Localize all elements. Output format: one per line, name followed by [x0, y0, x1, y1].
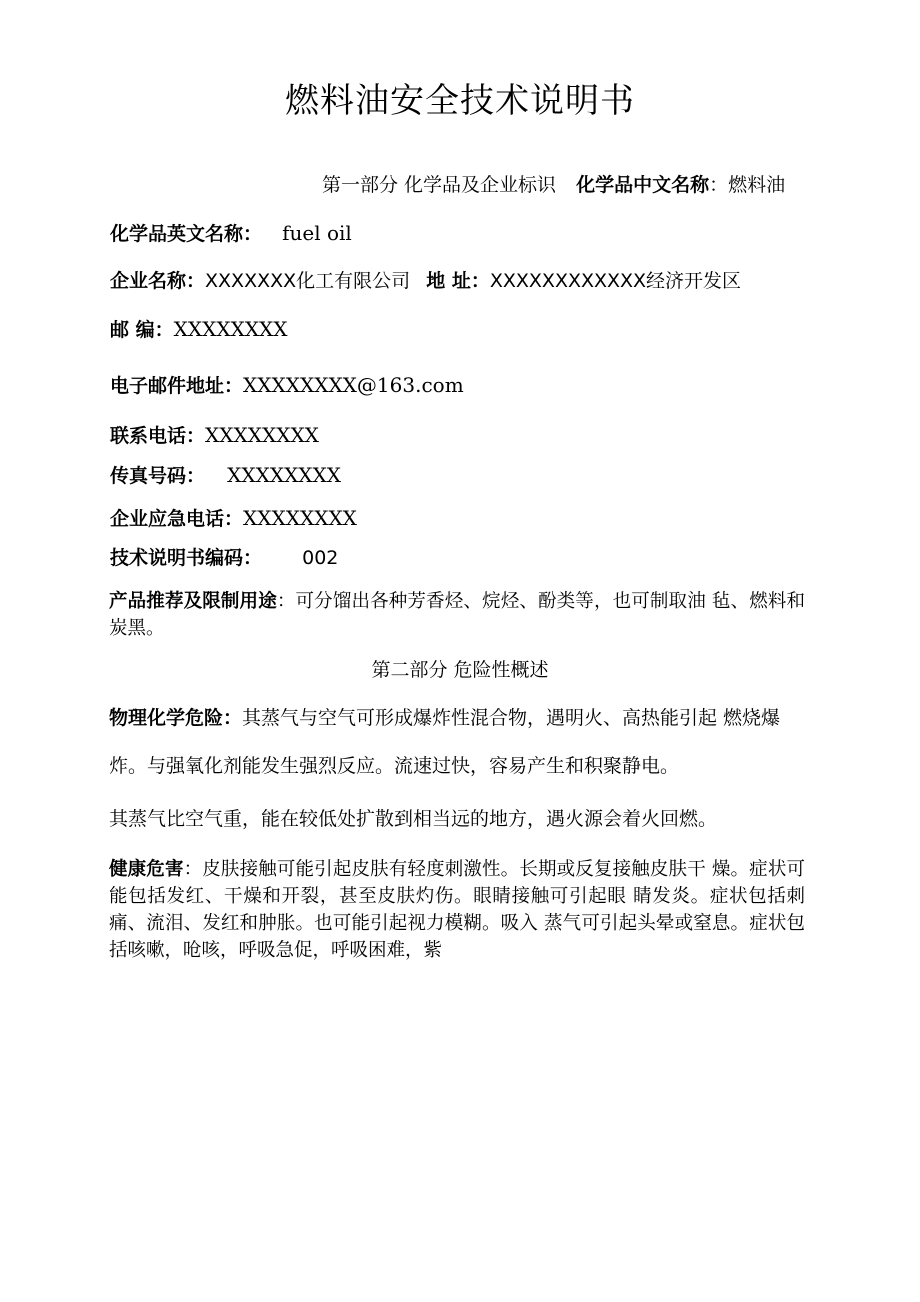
fax-row — [110, 462, 341, 489]
email-row — [110, 372, 464, 399]
emergency-row — [110, 505, 357, 532]
en-name-row — [110, 220, 352, 247]
physchem-label: 物理化学危险： — [109, 707, 243, 729]
usage-paragraph — [109, 588, 805, 642]
part1-heading: 第一部分 化学品及企业标识 — [322, 174, 557, 196]
en-name-value: fuel oil — [282, 221, 352, 245]
fax-value: XXXXXXXX — [227, 463, 342, 487]
phone-value: XXXXXXXX — [205, 423, 319, 447]
usage-label: 产品推荐及限制用途 — [109, 591, 277, 612]
cn-name-label: 化学品中文名称 — [576, 174, 710, 196]
health-paragraph — [109, 856, 805, 964]
address-value: XXXXXXXXXXXX经济开发区 — [489, 270, 742, 292]
code-label: 技术说明书编码： — [110, 547, 263, 569]
emergency-label: 企业应急电话： — [110, 508, 244, 530]
code-value: 002 — [302, 547, 339, 569]
phone-row — [110, 422, 319, 449]
part2-heading: 第二部分 危险性概述 — [371, 659, 549, 681]
emergency-value: XXXXXXXX — [243, 506, 357, 530]
company-label: 企业名称： — [110, 270, 206, 292]
cn-name-value: ：燃料油 — [709, 174, 786, 196]
address-label: 地 址： — [426, 270, 490, 292]
email-label: 电子邮件地址： — [110, 375, 244, 397]
health-text: ：皮肤接触可能引起皮肤有轻度刺激性。长期或反复接触皮肤干 燥。症状可能包括发红、干燥和开裂，甚至皮肤灼伤。眼睛接触可引起眼 睛发炎。症状包括刺痛、流泪、发红和肿胀。也可能引起视力模糊。吸入 蒸气可引起头晕或窒息。症状包括咳嗽，呛咳，呼吸急促，呼吸困难，紫 — [109, 859, 805, 961]
code-row — [110, 545, 338, 571]
company-value: XXXXXXX化工有限公司 — [205, 270, 411, 292]
postcode-label: 邮 编： — [110, 319, 174, 341]
usage-text: ：可分馏出各种芳香烃、烷烃、酚类等，也可制取油 毡、燃料和炭黑。 — [109, 591, 805, 639]
health-label: 健康危害 — [109, 859, 184, 880]
en-name-label: 化学品英文名称： — [110, 223, 263, 245]
physchem-text-1: 其蒸气与空气可形成爆炸性混合物，遇明火、高热能引起 燃烧爆 — [242, 707, 781, 729]
part1-heading-line — [322, 172, 785, 198]
fax-label: 传真号码： — [110, 465, 206, 487]
document-title: 燃料油安全技术说明书 — [285, 81, 635, 121]
email-value: XXXXXXXX@163.com — [243, 373, 464, 397]
physchem-line-1 — [109, 705, 780, 731]
postcode-row — [110, 316, 288, 343]
phone-label: 联系电话： — [110, 425, 206, 447]
postcode-value: XXXXXXXX — [173, 317, 288, 341]
physchem-line-2: 炸。与强氧化剂能发生强烈反应。流速过快，容易产生和积聚静电。 — [109, 755, 680, 777]
company-row — [110, 268, 741, 294]
physchem-line-3: 其蒸气比空气重，能在较低处扩散到相当远的地方，遇火源会着火回燃。 — [109, 808, 718, 830]
